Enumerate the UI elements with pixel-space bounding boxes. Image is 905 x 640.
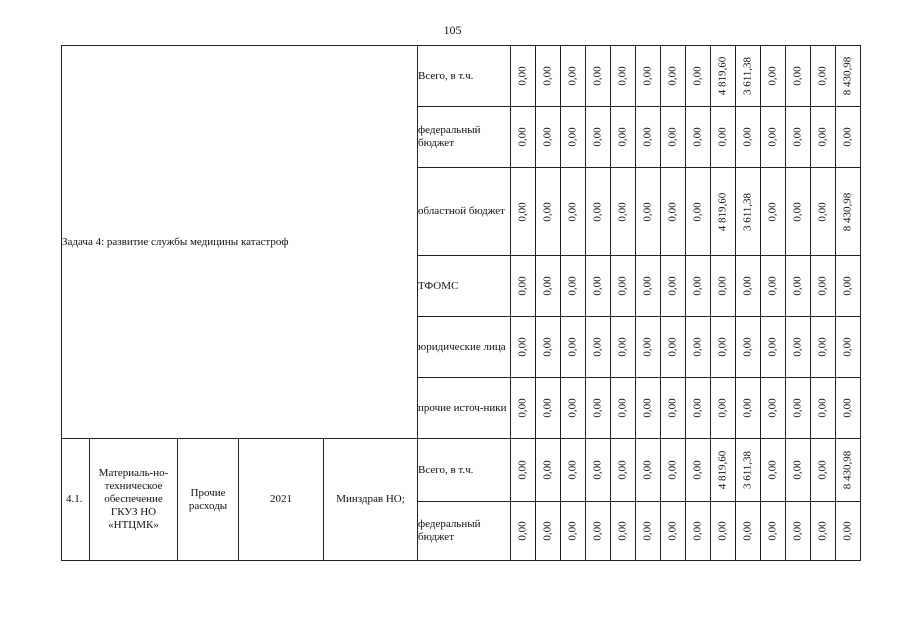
value-text: 0,00 [691, 521, 704, 541]
value-text: 0,00 [691, 337, 704, 357]
value-cell [736, 107, 761, 168]
value-text: 0,00 [766, 276, 779, 296]
value-text: 0,00 [541, 398, 554, 418]
value-cell [611, 168, 636, 256]
value-cell [811, 46, 836, 107]
value-cell [636, 317, 661, 378]
value-cell [786, 256, 811, 317]
value-cell [511, 502, 536, 561]
value-cell [586, 107, 611, 168]
funding-source-label: федеральный бюджет [418, 502, 511, 561]
item-name: Материаль-но-техническое обеспечение ГКУЗ НО «НТЦМК» [90, 439, 178, 561]
value-text: 0,00 [841, 398, 854, 418]
value-text: 0,00 [641, 460, 654, 480]
value-text: 0,00 [616, 66, 629, 86]
value-cell [761, 168, 786, 256]
value-text: 0,00 [741, 521, 754, 541]
value-text: 0,00 [841, 276, 854, 296]
value-text: 3 611,38 [741, 56, 754, 96]
value-cell [736, 502, 761, 561]
value-cell [611, 46, 636, 107]
value-text: 0,00 [666, 337, 679, 357]
value-text: 0,00 [566, 127, 579, 147]
value-text: 0,00 [616, 398, 629, 418]
value-cell [536, 439, 561, 502]
value-text: 0,00 [641, 398, 654, 418]
value-text: 0,00 [741, 276, 754, 296]
value-cell [761, 378, 786, 439]
value-cell [686, 168, 711, 256]
funding-source-label: областной бюджет [418, 168, 511, 256]
value-text: 0,00 [566, 460, 579, 480]
value-cell [611, 439, 636, 502]
value-text: 0,00 [566, 337, 579, 357]
value-cell [836, 168, 861, 256]
value-cell [561, 107, 586, 168]
value-text: 0,00 [666, 521, 679, 541]
value-cell [811, 502, 836, 561]
value-text: 0,00 [591, 201, 604, 222]
value-cell [711, 317, 736, 378]
value-text: 4 819,60 [716, 450, 729, 490]
value-text: 0,00 [541, 460, 554, 480]
value-text: 0,00 [641, 521, 654, 541]
value-cell [611, 502, 636, 561]
value-text: 4 819,60 [716, 56, 729, 96]
value-text: 8 430,98 [841, 450, 854, 490]
value-text: 0,00 [716, 127, 729, 147]
value-cell [711, 502, 736, 561]
value-cell [611, 317, 636, 378]
value-cell [636, 107, 661, 168]
value-text: 0,00 [541, 201, 554, 222]
value-cell [686, 378, 711, 439]
value-cell [811, 168, 836, 256]
value-text: 0,00 [716, 521, 729, 541]
value-text: 0,00 [541, 337, 554, 357]
value-cell [636, 168, 661, 256]
value-text: 8 430,98 [841, 56, 854, 96]
value-text: 0,00 [641, 276, 654, 296]
value-cell [811, 378, 836, 439]
value-cell [586, 378, 611, 439]
value-text: 0,00 [816, 127, 829, 147]
value-cell [661, 256, 686, 317]
value-text: 4 819,60 [716, 192, 729, 231]
value-cell [736, 439, 761, 502]
value-cell [686, 317, 711, 378]
value-text: 0,00 [741, 398, 754, 418]
value-cell [811, 107, 836, 168]
value-text: 0,00 [791, 276, 804, 296]
value-text: 0,00 [691, 201, 704, 222]
value-text: 0,00 [616, 276, 629, 296]
value-text: 0,00 [841, 337, 854, 357]
value-cell [786, 502, 811, 561]
value-cell [561, 256, 586, 317]
value-text: 0,00 [791, 398, 804, 418]
value-cell [761, 317, 786, 378]
value-text: 0,00 [816, 521, 829, 541]
value-cell [536, 46, 561, 107]
value-cell [836, 439, 861, 502]
value-text: 0,00 [666, 127, 679, 147]
value-cell [711, 378, 736, 439]
funding-source-label: федеральный бюджет [418, 107, 511, 168]
value-cell [661, 107, 686, 168]
value-text: 0,00 [641, 66, 654, 86]
value-text: 0,00 [766, 521, 779, 541]
value-cell [761, 502, 786, 561]
value-cell [561, 439, 586, 502]
value-text: 0,00 [666, 398, 679, 418]
value-text: 0,00 [816, 337, 829, 357]
value-text: 0,00 [691, 66, 704, 86]
value-text: 0,00 [541, 127, 554, 147]
value-text: 0,00 [666, 201, 679, 222]
value-cell [786, 439, 811, 502]
value-cell [611, 256, 636, 317]
value-cell [586, 168, 611, 256]
value-text: 0,00 [816, 398, 829, 418]
value-cell [636, 502, 661, 561]
value-cell [686, 256, 711, 317]
value-cell [611, 378, 636, 439]
value-text: 0,00 [791, 127, 804, 147]
value-text: 0,00 [741, 127, 754, 147]
value-cell [661, 317, 686, 378]
value-cell [536, 317, 561, 378]
value-cell [511, 46, 536, 107]
value-cell [711, 439, 736, 502]
value-text: 0,00 [766, 201, 779, 222]
value-text: 0,00 [516, 276, 529, 296]
value-cell [761, 439, 786, 502]
value-cell [586, 439, 611, 502]
value-cell [711, 256, 736, 317]
value-cell [786, 107, 811, 168]
value-cell [786, 378, 811, 439]
value-text: 0,00 [516, 337, 529, 357]
value-text: 0,00 [716, 337, 729, 357]
funding-source-label: Всего, в т.ч. [418, 46, 511, 107]
value-text: 0,00 [741, 337, 754, 357]
value-cell [661, 378, 686, 439]
value-cell [711, 107, 736, 168]
value-text: 0,00 [591, 276, 604, 296]
value-text: 0,00 [516, 201, 529, 222]
value-cell [511, 317, 536, 378]
value-text: 0,00 [591, 66, 604, 86]
value-text: 0,00 [616, 521, 629, 541]
item-year: 2021 [239, 439, 324, 561]
value-text: 0,00 [516, 398, 529, 418]
value-cell [811, 256, 836, 317]
value-text: 0,00 [566, 66, 579, 86]
value-text: 0,00 [666, 276, 679, 296]
value-text: 0,00 [591, 127, 604, 147]
value-text: 0,00 [566, 201, 579, 222]
value-cell [636, 378, 661, 439]
item-number: 4.1. [62, 439, 90, 561]
executor: Минздрав НО; [324, 439, 418, 561]
value-text: 0,00 [541, 66, 554, 86]
value-text: 0,00 [591, 337, 604, 357]
value-text: 0,00 [616, 201, 629, 222]
value-cell [686, 46, 711, 107]
value-cell [811, 439, 836, 502]
value-cell [661, 439, 686, 502]
value-cell [586, 46, 611, 107]
value-text: 0,00 [566, 276, 579, 296]
value-cell [511, 256, 536, 317]
value-text: 0,00 [516, 460, 529, 480]
value-cell [786, 46, 811, 107]
value-cell [511, 439, 536, 502]
value-text: 0,00 [616, 337, 629, 357]
value-text: 0,00 [766, 127, 779, 147]
value-text: 0,00 [516, 521, 529, 541]
value-cell [536, 256, 561, 317]
value-cell [711, 46, 736, 107]
value-text: 0,00 [641, 337, 654, 357]
value-text: 0,00 [791, 521, 804, 541]
value-text: 0,00 [541, 276, 554, 296]
value-text: 0,00 [616, 127, 629, 147]
value-cell [561, 317, 586, 378]
value-cell [786, 168, 811, 256]
value-cell [586, 317, 611, 378]
value-text: 0,00 [716, 276, 729, 296]
value-cell [636, 439, 661, 502]
value-text: 0,00 [516, 127, 529, 147]
value-cell [836, 502, 861, 561]
value-text: 0,00 [591, 521, 604, 541]
value-cell [761, 46, 786, 107]
page-number: 105 [443, 23, 462, 37]
value-text: 3 611,38 [741, 450, 754, 490]
value-cell [836, 317, 861, 378]
expense-type: Прочие расходы [178, 439, 239, 561]
funding-source-label: Всего, в т.ч. [418, 439, 511, 502]
value-text: 0,00 [816, 66, 829, 86]
value-cell [511, 107, 536, 168]
value-cell [836, 378, 861, 439]
value-text: 0,00 [591, 398, 604, 418]
value-text: 0,00 [791, 201, 804, 222]
value-text: 0,00 [691, 460, 704, 480]
value-text: 0,00 [691, 127, 704, 147]
value-text: 0,00 [691, 276, 704, 296]
value-cell [636, 46, 661, 107]
value-cell [836, 256, 861, 317]
value-cell [511, 168, 536, 256]
value-cell [661, 46, 686, 107]
value-text: 0,00 [716, 398, 729, 418]
value-cell [761, 256, 786, 317]
value-text: 0,00 [541, 521, 554, 541]
value-cell [836, 107, 861, 168]
value-text: 8 430,98 [841, 192, 854, 231]
value-cell [686, 502, 711, 561]
value-text: 0,00 [666, 66, 679, 86]
value-text: 0,00 [516, 66, 529, 86]
value-cell [536, 168, 561, 256]
value-cell [761, 107, 786, 168]
value-cell [511, 378, 536, 439]
value-text: 0,00 [791, 66, 804, 86]
task-row [62, 46, 861, 107]
value-cell [661, 168, 686, 256]
item-row [62, 439, 861, 502]
value-cell [736, 256, 761, 317]
value-cell [536, 107, 561, 168]
value-text: 0,00 [641, 127, 654, 147]
budget-table [61, 45, 861, 561]
value-cell [611, 107, 636, 168]
value-cell [561, 502, 586, 561]
value-text: 0,00 [691, 398, 704, 418]
value-cell [561, 168, 586, 256]
value-cell [811, 317, 836, 378]
value-cell [686, 107, 711, 168]
value-cell [711, 168, 736, 256]
funding-source-label: прочие источ-ники [418, 378, 511, 439]
value-text: 0,00 [841, 127, 854, 147]
value-cell [736, 168, 761, 256]
value-cell [736, 378, 761, 439]
value-cell [836, 46, 861, 107]
value-text: 0,00 [566, 521, 579, 541]
value-cell [661, 502, 686, 561]
value-text: 0,00 [666, 460, 679, 480]
value-text: 0,00 [766, 398, 779, 418]
value-cell [786, 317, 811, 378]
value-text: 0,00 [616, 460, 629, 480]
value-cell [536, 378, 561, 439]
value-text: 0,00 [816, 460, 829, 480]
value-cell [686, 439, 711, 502]
value-text: 0,00 [766, 460, 779, 480]
value-text: 0,00 [591, 460, 604, 480]
value-text: 0,00 [766, 337, 779, 357]
value-text: 0,00 [641, 201, 654, 222]
value-cell [536, 502, 561, 561]
value-text: 0,00 [566, 398, 579, 418]
value-text: 0,00 [791, 460, 804, 480]
value-cell [586, 256, 611, 317]
task-title: Задача 4: развитие службы медицины катастроф [62, 46, 418, 439]
funding-source-label: юридические лица [418, 317, 511, 378]
value-text: 3 611,38 [741, 192, 754, 231]
value-cell [586, 502, 611, 561]
value-text: 0,00 [816, 201, 829, 222]
value-cell [636, 256, 661, 317]
value-cell [561, 378, 586, 439]
value-cell [736, 317, 761, 378]
value-text: 0,00 [766, 66, 779, 86]
value-text: 0,00 [841, 521, 854, 541]
value-text: 0,00 [791, 337, 804, 357]
value-cell [561, 46, 586, 107]
funding-source-label: ТФОМС [418, 256, 511, 317]
value-cell [736, 46, 761, 107]
value-text: 0,00 [816, 276, 829, 296]
